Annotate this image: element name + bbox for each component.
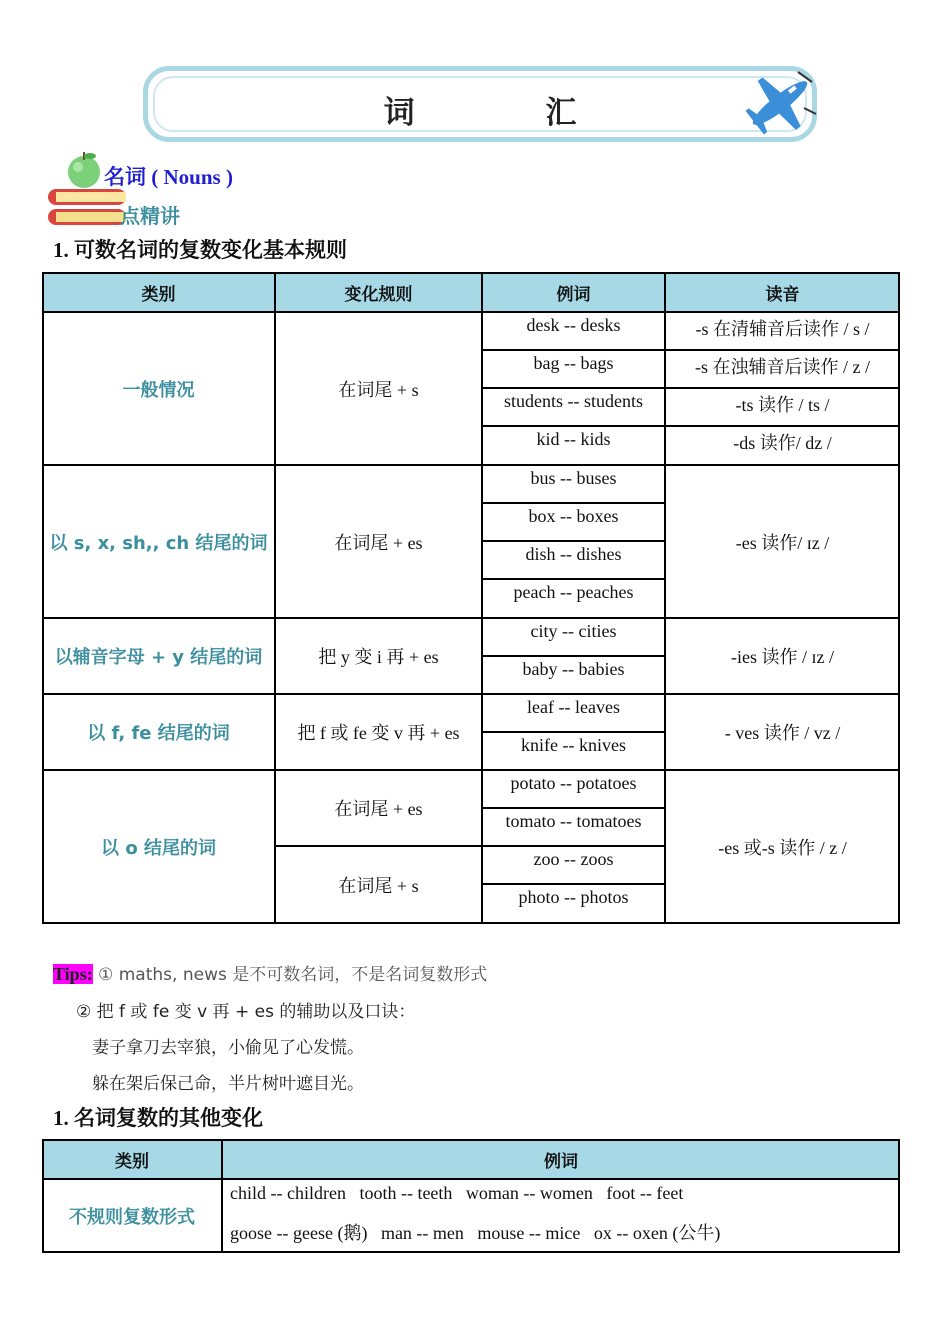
example-cell: bus -- buses [530, 468, 617, 488]
rule-add-s: 在词尾 + s [338, 876, 419, 896]
table-border [664, 272, 666, 924]
table-border [42, 272, 44, 924]
table-border [898, 1139, 900, 1253]
pronunciation-cell: -s 在清辅音后读作 / s / [695, 319, 870, 339]
pronunciation-cell: -s 在浊辅音后读作 / z / [695, 357, 870, 377]
table-border [42, 464, 900, 466]
table-header-rule: 变化规则 [275, 272, 482, 312]
example-cell: bag -- bags [533, 353, 614, 373]
pronunciation-cell: -ts 读作 / ts / [735, 395, 830, 415]
table-border [274, 272, 276, 924]
table-header-example: 例词 [222, 1139, 900, 1179]
table-border [42, 311, 900, 313]
table-border [482, 807, 665, 809]
pronunciation-cell: -ds 读作/ dz / [733, 433, 832, 453]
example-cell: zoo -- zoos [533, 849, 614, 869]
tips-line-2: ② 把 f 或 fe 变 v 再 + es 的辅助以及口诀： [76, 1002, 416, 1022]
table-border [42, 922, 900, 924]
category-s-x-sh-ch: 以 s, x, sh,, ch 结尾的词 [49, 532, 268, 554]
example-cell: desk -- desks [526, 315, 621, 335]
category-o-ending: 以 o 结尾的词 [101, 838, 216, 859]
table-border [482, 655, 665, 657]
title-banner [143, 66, 817, 142]
example-cell: city -- cities [530, 621, 617, 641]
tips-line-1 [53, 960, 487, 985]
category-f-fe: 以 f, fe 结尾的词 [87, 723, 230, 744]
example-cell: leaf -- leaves [527, 697, 620, 717]
irregular-plurals-table [42, 1139, 900, 1253]
table-border [482, 387, 900, 389]
tips-text: ① maths, news 是不可数名词，不是名词复数形式 [92, 965, 488, 985]
example-cell: students -- students [504, 391, 643, 411]
category-consonant-y: 以辅音字母 + y 结尾的词 [54, 647, 263, 668]
table-border [221, 1139, 223, 1253]
example-cell: kid -- kids [536, 429, 611, 449]
table-header-pronunciation: 读音 [665, 272, 900, 312]
plural-rules-table [42, 272, 900, 924]
table-border [482, 502, 665, 504]
heading-other-plurals: 1. 名词复数的其他变化 [53, 1106, 263, 1130]
rule-y-to-ies: 把 y 变 i 再 + es [318, 647, 439, 667]
table-header-example: 例词 [482, 272, 665, 312]
table-border [42, 617, 900, 619]
table-header-category: 类别 [42, 272, 275, 312]
table-border [42, 693, 900, 695]
table-border [42, 272, 900, 274]
page-title: 词 汇 [383, 95, 637, 131]
table-border [482, 731, 665, 733]
mnemonic-line-2: 躲在架后保己命，半片树叶遮目光。 [92, 1074, 364, 1094]
pronunciation-cell: -es 或-s 读作 / z / [718, 838, 847, 858]
section-heading-nouns: 名词 ( Nouns ) [104, 165, 233, 189]
rule-f-to-ves: 把 f 或 fe 变 v 再 + es [297, 723, 460, 743]
category-irregular: 不规则复数形式 [69, 1207, 195, 1228]
table-border [482, 883, 665, 885]
table-border [42, 1251, 900, 1253]
table-border [42, 1139, 44, 1253]
example-cell: baby -- babies [522, 659, 625, 679]
rule-add-s: 在词尾 + s [338, 379, 419, 400]
rule-add-es: 在词尾 + es [334, 532, 423, 553]
example-cell: tomato -- tomatoes [505, 811, 642, 831]
example-cell: potato -- potatoes [510, 773, 637, 793]
rule-add-es: 在词尾 + es [334, 799, 423, 819]
table-border [481, 272, 483, 924]
example-cell: box -- boxes [528, 506, 619, 526]
table-border [482, 349, 900, 351]
apple-icon [64, 150, 104, 190]
mnemonic-line-1: 妻子拿刀去宰狼，小偷见了心发慌。 [92, 1038, 364, 1058]
heading-plural-rules: 1. 可数名词的复数变化基本规则 [53, 238, 347, 262]
example-cell: knife -- knives [521, 735, 626, 755]
pronunciation-cell: - ves 读作 / vz / [724, 723, 841, 743]
category-general: 一般情况 [122, 379, 195, 401]
irregular-examples-line-2: goose -- geese (鹅) man -- men mouse -- mice ox -- oxen (公牛) [230, 1223, 721, 1243]
table-border [482, 540, 665, 542]
table-border [482, 578, 665, 580]
pronunciation-cell: -es 读作/ ɪz / [735, 532, 830, 553]
table-border [42, 769, 900, 771]
table-border [898, 272, 900, 924]
books-icon [46, 187, 128, 227]
table-border [275, 845, 665, 847]
irregular-examples-line-1: child -- children tooth -- teeth woman -- women foot -- feet [230, 1183, 684, 1203]
section-heading-points: 点精讲 [120, 204, 180, 228]
pronunciation-cell: -ies 读作 / ɪz / [731, 647, 834, 667]
table-border [42, 1139, 900, 1141]
table-header-category: 类别 [42, 1139, 222, 1179]
tips-tag: Tips: [53, 964, 93, 984]
table-border [42, 1178, 900, 1180]
example-cell: peach -- peaches [513, 582, 634, 602]
example-cell: dish -- dishes [525, 544, 622, 564]
table-border [482, 425, 900, 427]
plane-icon [742, 68, 818, 138]
example-cell: photo -- photos [518, 887, 629, 907]
